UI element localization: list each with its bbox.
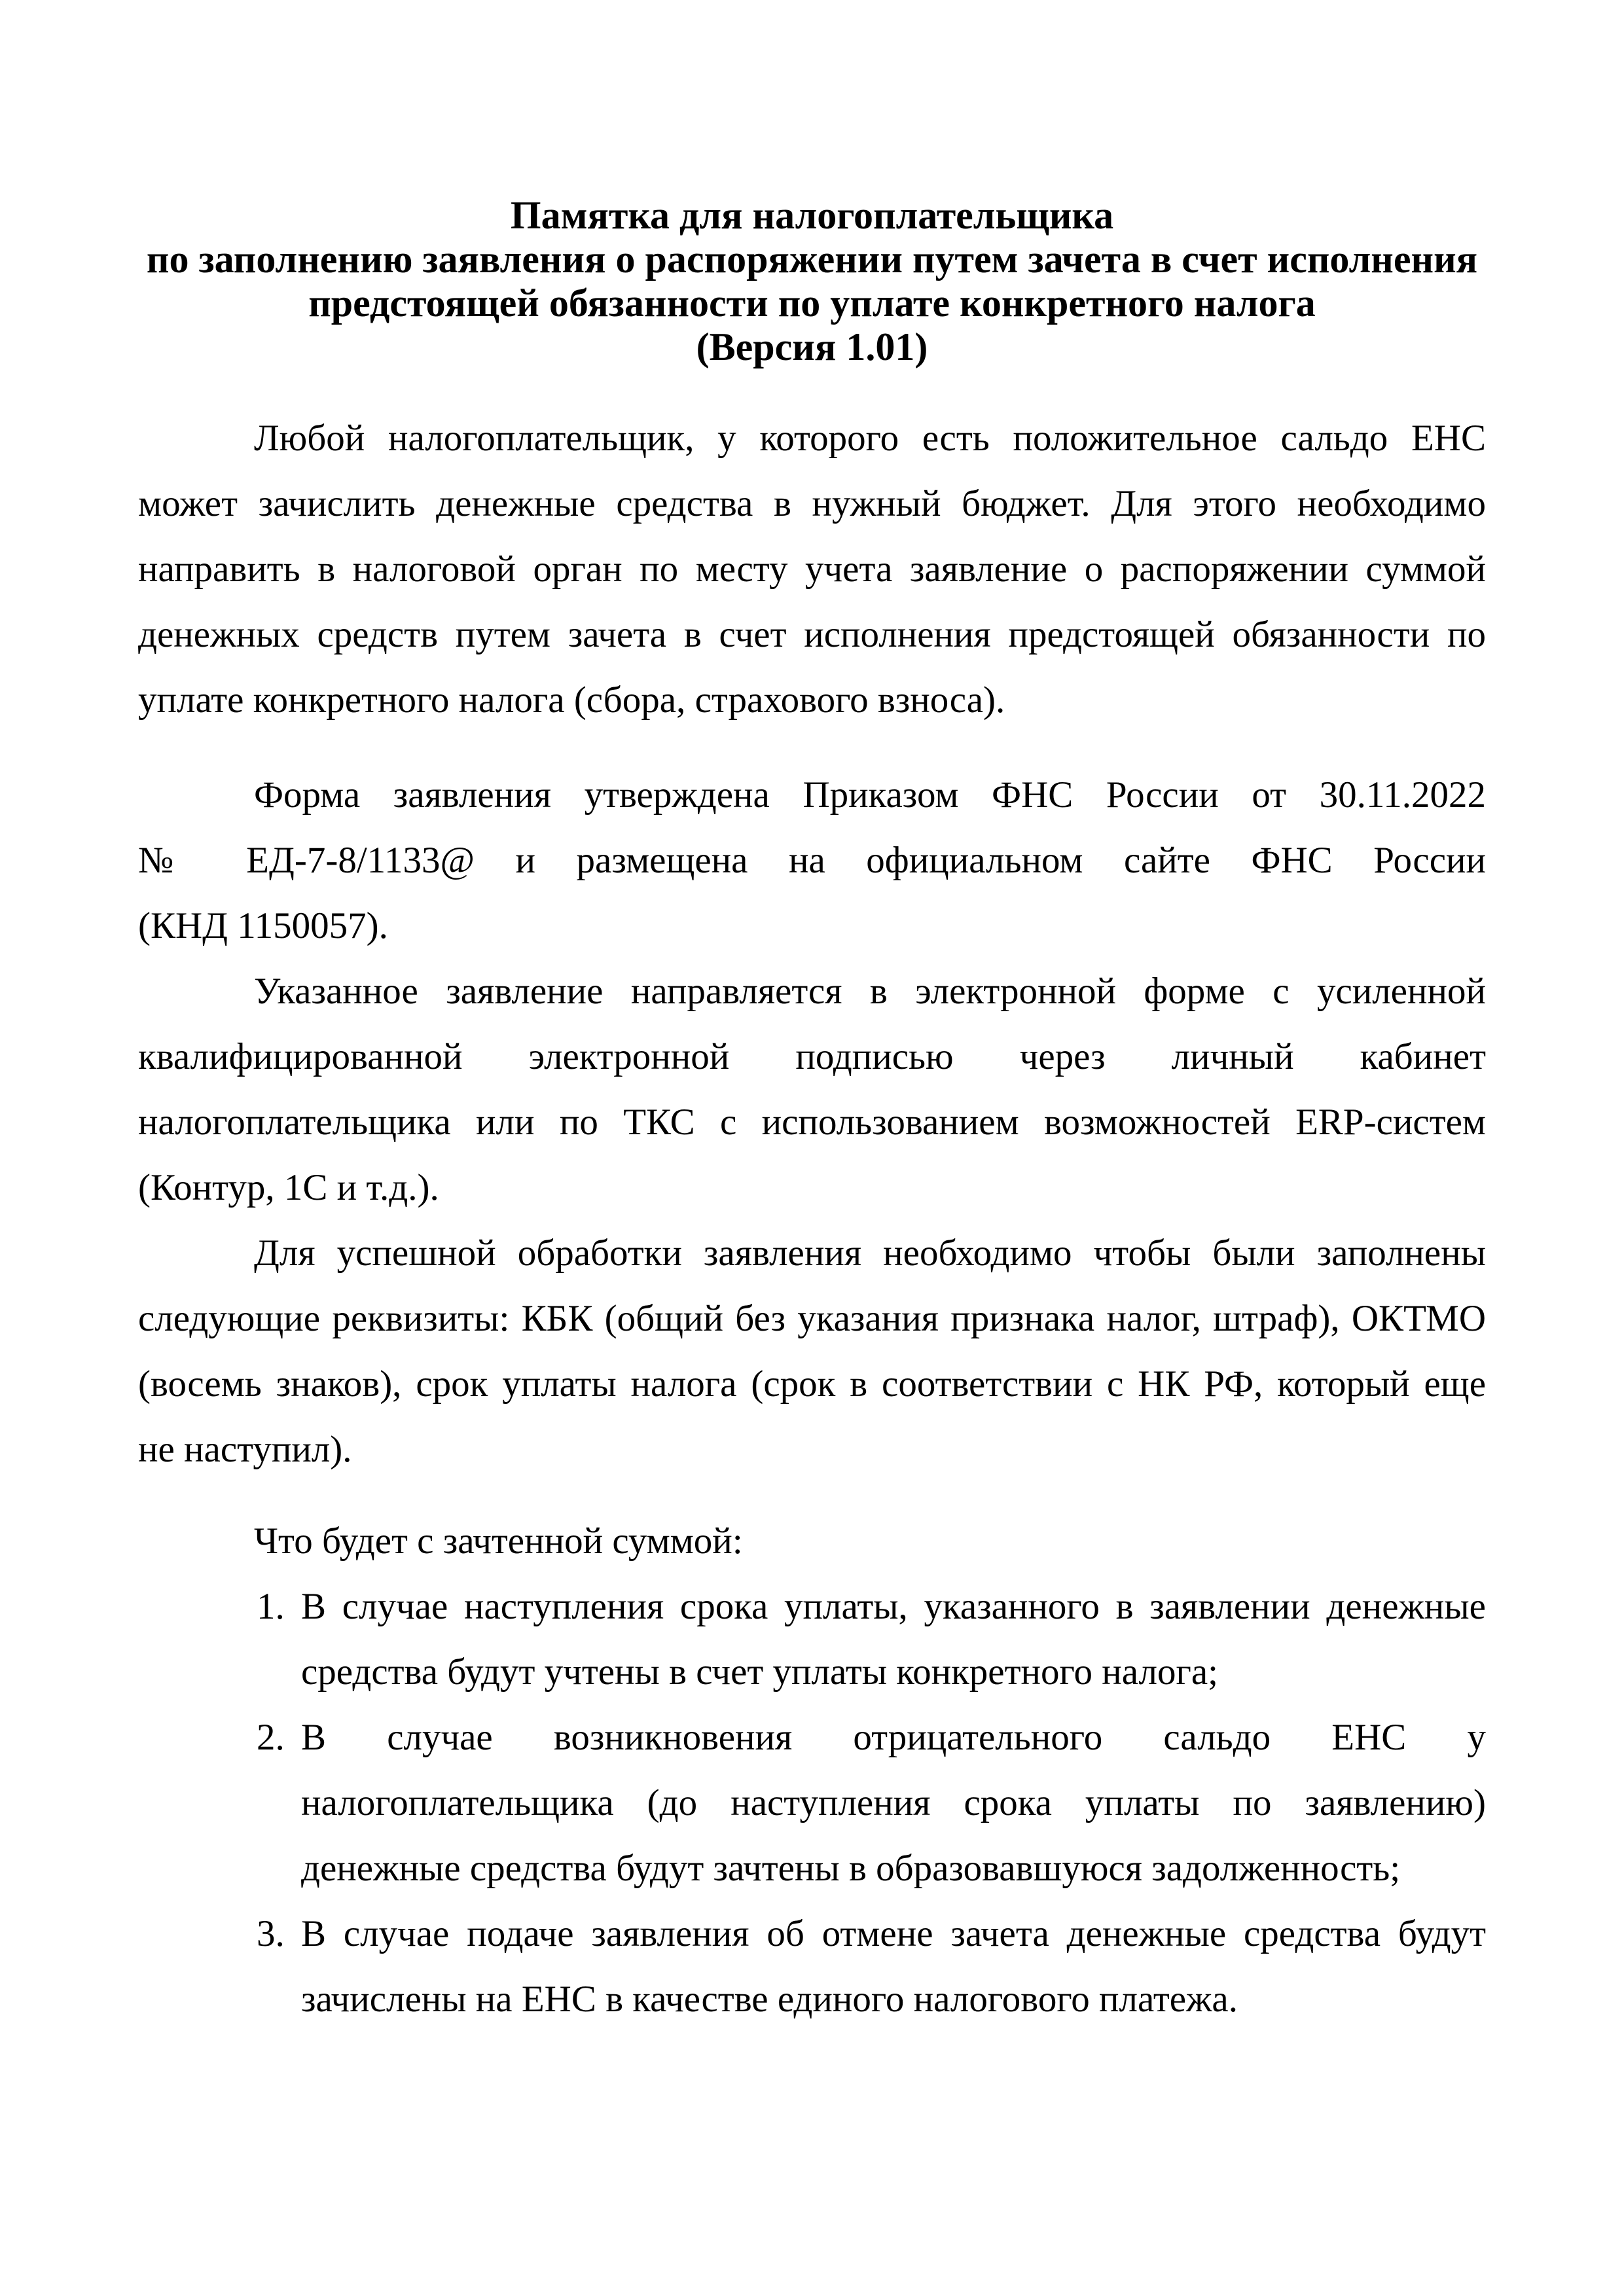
list-item <box>138 1574 1486 1705</box>
text-line: зачислены на ЕНС в качестве единого налогового платежа. <box>301 1979 1238 2020</box>
text-line: уплате конкретного налога (сбора, страхового взноса). <box>138 679 1005 721</box>
text-line: может зачислить денежные средства в нужный бюджет. Для этого необходимо <box>138 483 1486 524</box>
document-title <box>138 194 1486 369</box>
text-line: средства будут учтены в счет уплаты конкретного налога; <box>301 1651 1218 1693</box>
text-line: налогоплательщика (до наступления срока уплаты по заявлению) <box>301 1782 1486 1823</box>
list-item-number: 3. <box>257 1913 285 1954</box>
text-line: В случае возникновения отрицательного сальдо ЕНС у <box>301 1717 1486 1758</box>
text-line: (Контур, 1С и т.д.). <box>138 1167 439 1208</box>
list-item-number: 2. <box>257 1717 285 1758</box>
paragraph <box>138 1221 1486 1482</box>
text-line: не наступил). <box>138 1429 352 1470</box>
document-body <box>138 406 1486 2032</box>
paragraph <box>138 959 1486 1221</box>
text-line: квалифицированной электронной подписью через личный кабинет <box>138 1036 1486 1077</box>
text-line: Что будет с зачтенной суммой: <box>254 1520 743 1562</box>
text-line: Указанное заявление направляется в электронной форме с усиленной <box>254 971 1486 1012</box>
list-item-number: 1. <box>257 1586 285 1627</box>
text-line: (КНД 1150057). <box>138 905 388 946</box>
text-line: денежные средства будут зачтены в образовавшуюся задолженность; <box>301 1848 1401 1889</box>
numbered-list <box>138 1574 1486 2032</box>
title-line: по заполнению заявления о распоряжении путем зачета в счет исполнения <box>146 238 1478 281</box>
list-item <box>138 1901 1486 2032</box>
text-line: денежных средств путем зачета в счет исполнения предстоящей обязанности по <box>138 614 1486 655</box>
text-line: Для успешной обработки заявления необходимо чтобы были заполнены <box>254 1232 1486 1274</box>
title-line: (Версия 1.01) <box>696 325 928 368</box>
text-line: № ЕД-7-8/1133@ и размещена на официальном сайте ФНС России <box>138 840 1486 881</box>
text-line: (восемь знаков), срок уплаты налога (срок в соответствии с НК РФ, который еще <box>138 1363 1486 1405</box>
text-line: направить в налоговой орган по месту учета заявление о распоряжении суммой <box>138 548 1486 590</box>
text-line: В случае наступления срока уплаты, указанного в заявлении денежные <box>301 1586 1486 1627</box>
list-intro <box>138 1509 1486 1574</box>
list-item <box>138 1705 1486 1901</box>
text-line: налогоплательщика или по ТКС с использованием возможностей ERP-систем <box>138 1102 1486 1143</box>
text-line: Любой налогоплательщик, у которого есть положительное сальдо ЕНС <box>254 418 1486 459</box>
title-line: предстоящей обязанности по уплате конкретного налога <box>308 281 1316 325</box>
text-line: следующие реквизиты: КБК (общий без указания признака налог, штраф), ОКТМО <box>138 1298 1486 1339</box>
title-line: Памятка для налогоплательщика <box>510 194 1114 237</box>
paragraph <box>138 762 1486 959</box>
text-line: В случае подаче заявления об отмене зачета денежные средства будут <box>301 1913 1486 1954</box>
paragraph <box>138 406 1486 733</box>
text-line: Форма заявления утверждена Приказом ФНС России от 30.11.2022 <box>254 774 1486 816</box>
